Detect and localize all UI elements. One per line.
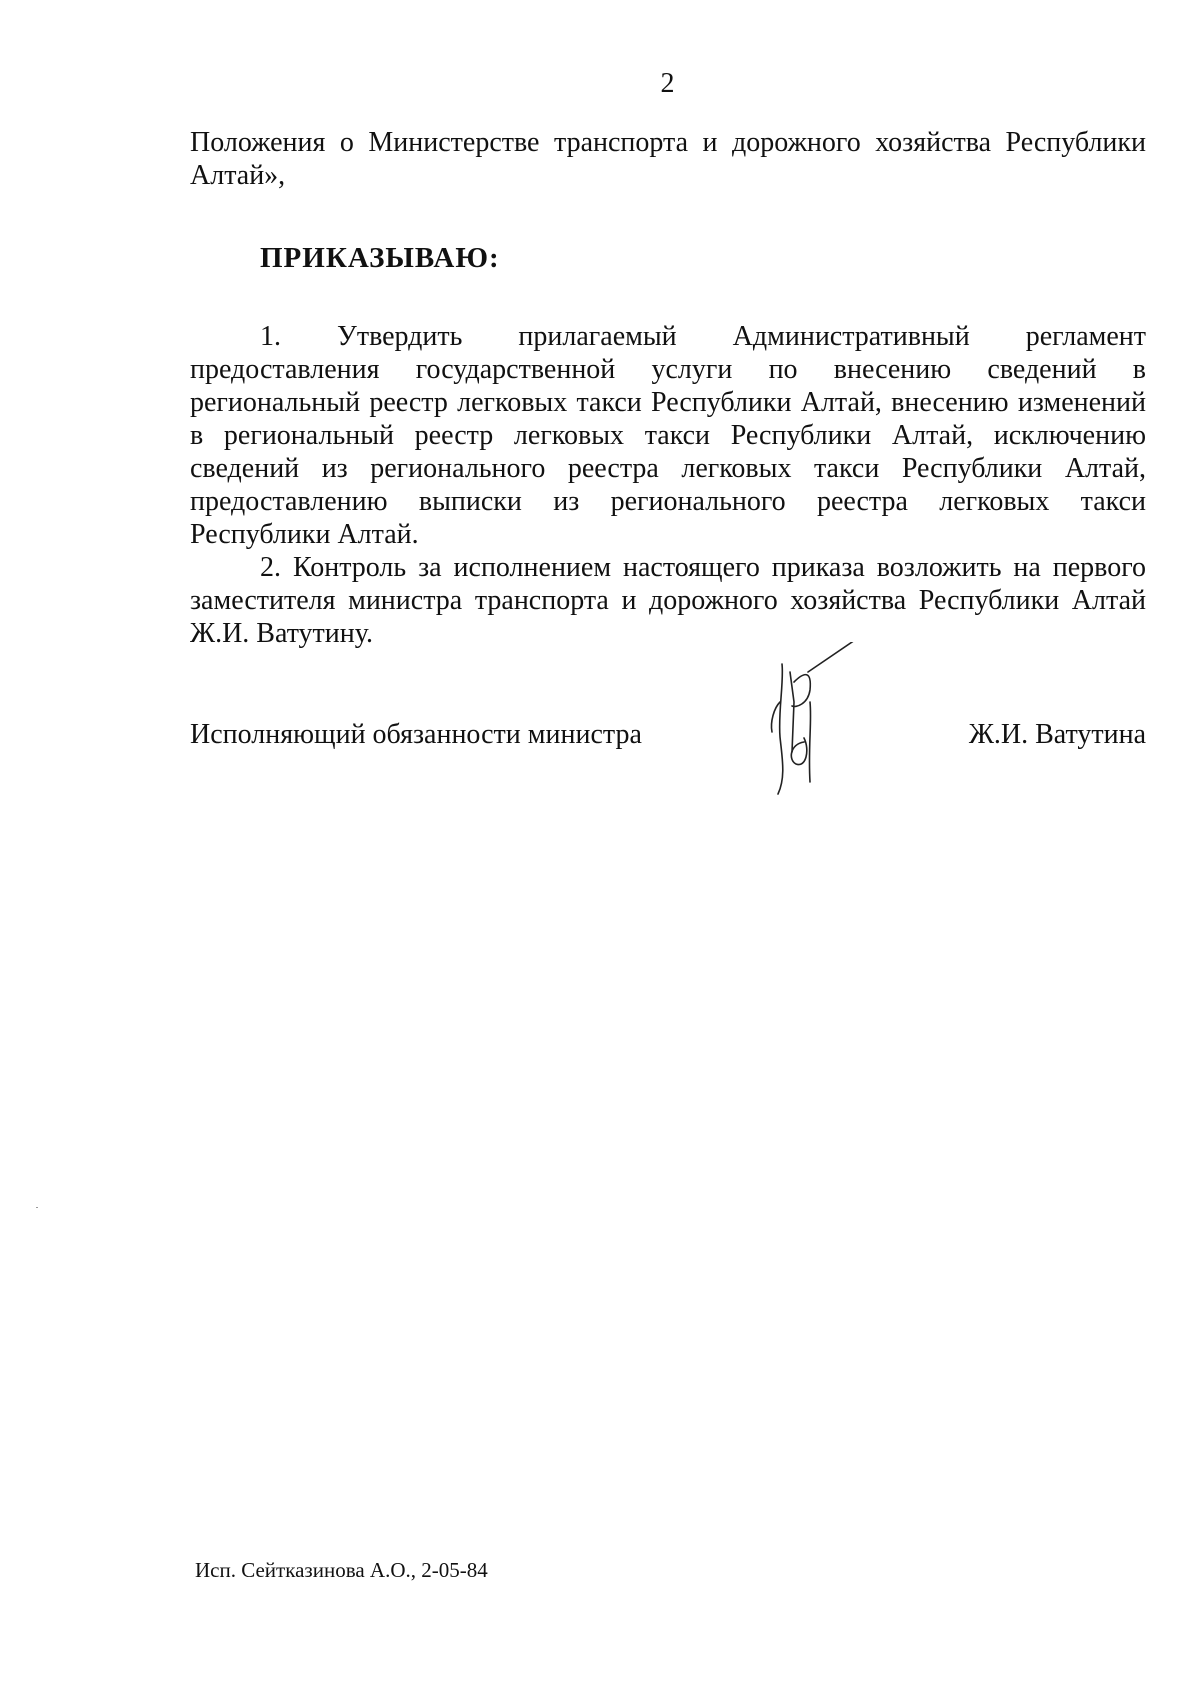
handwritten-signature [760, 642, 870, 802]
intro-paragraph: Положения о Министерстве транспорта и дорожного хозяйства Республики Алтай», [190, 127, 1146, 191]
executor-note: Исп. Сейтказинова А.О., 2-05-84 [195, 1558, 488, 1582]
signatory-title: Исполняющий обязанности министра [190, 719, 642, 750]
page-number: 2 [660, 68, 675, 99]
order-item-1: 1. Утвердить прилагаемый Административный регламент предоставления государственной услуги по внесению сведений в региональный реестр легковых такси Республики Алтай, внесению изменений в региональный реестр легковых такси Республики Алтай, исключению сведений из регионального реестра легковых такси Республики Алтай, предоставлению выписки из регионального реестра легковых такси Республики Алтай. [190, 321, 1146, 550]
signatory-name: Ж.И. Ватутина [968, 719, 1146, 750]
margin-mark [36, 1207, 38, 1208]
document-body [190, 126, 1146, 650]
order-item-2: 2. Контроль за исполнением настоящего приказа возложить на первого заместителя министра транспорта и дорожного хозяйства Республики Алтай Ж.И. Ватутину. [190, 552, 1146, 649]
decree-heading: ПРИКАЗЫВАЮ: [260, 242, 500, 274]
